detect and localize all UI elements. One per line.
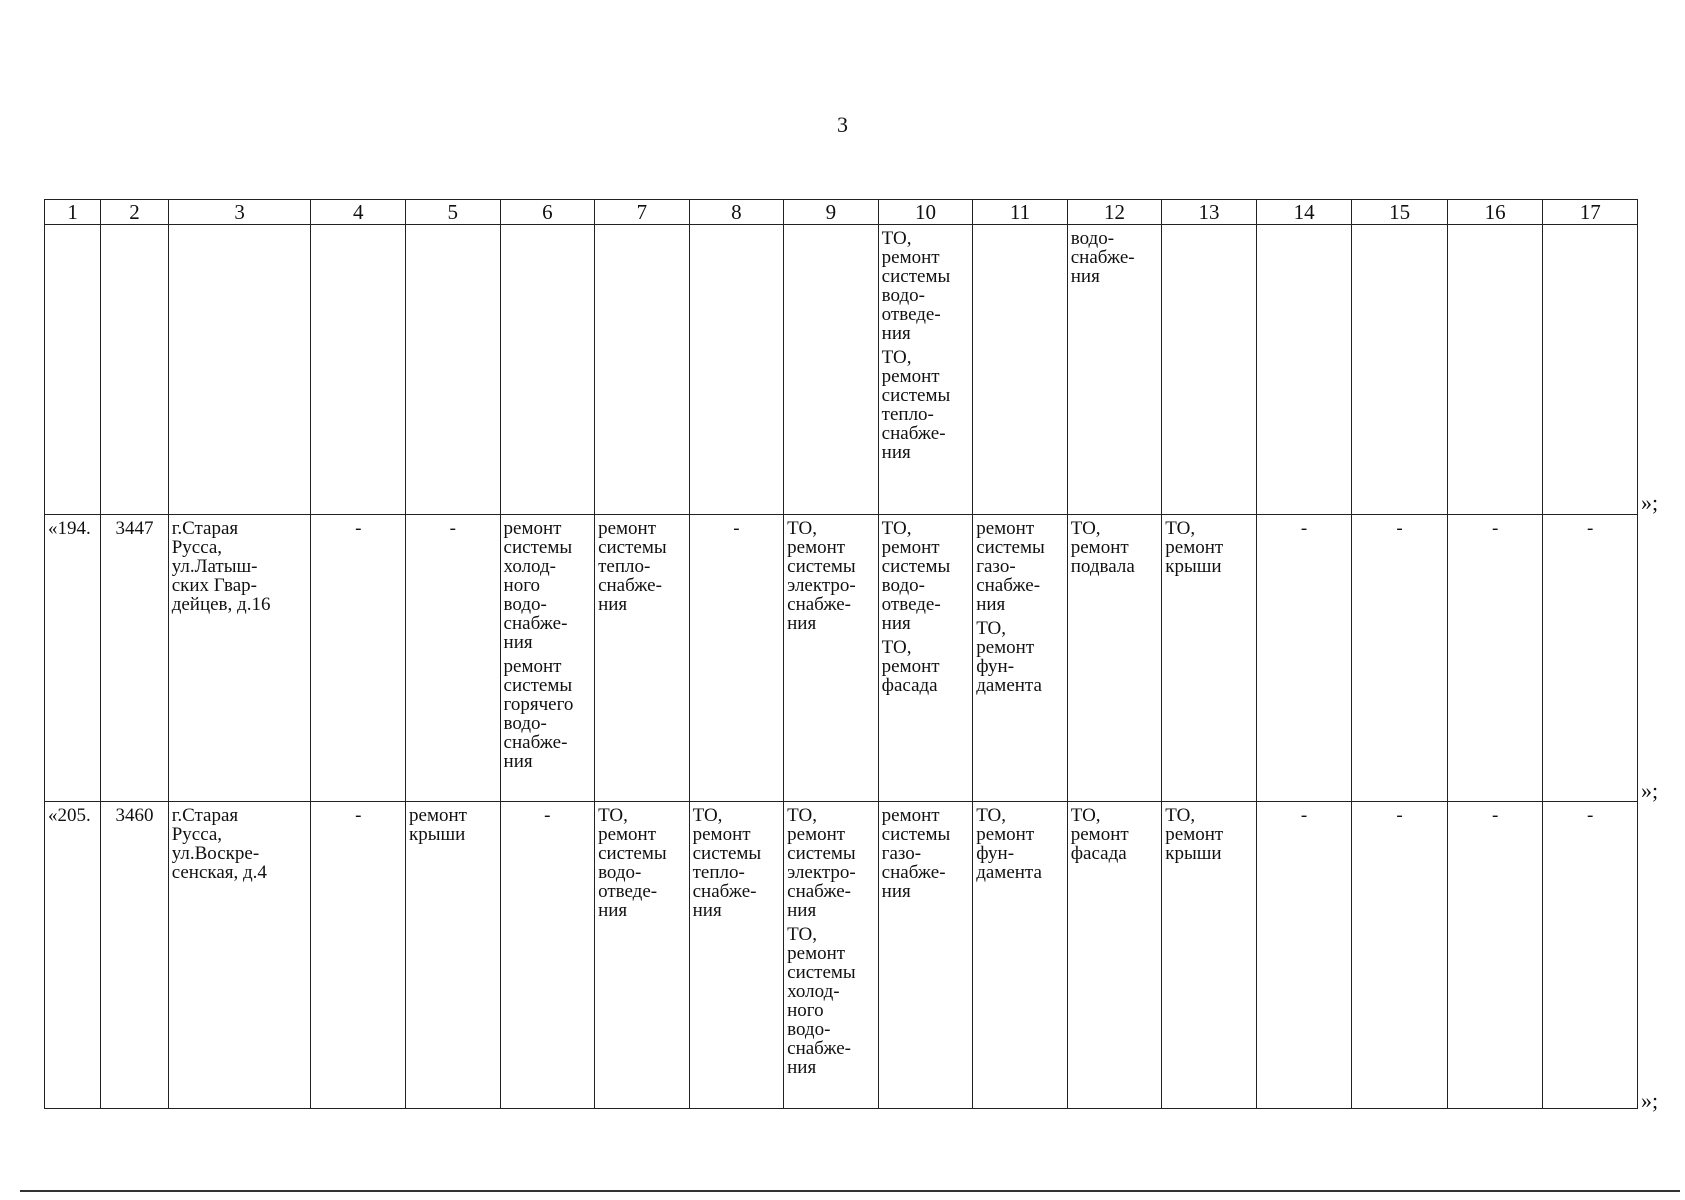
table-cell-col-15 bbox=[1352, 515, 1448, 802]
table-cell-col-5 bbox=[406, 515, 501, 802]
row-end-mark: »; bbox=[1641, 778, 1659, 803]
cell-text-block: ТО, ремонт крыши bbox=[1165, 805, 1224, 864]
table-cell-col-2 bbox=[101, 802, 168, 1109]
table-cell-col-13 bbox=[1162, 515, 1257, 802]
header-cell: 12 bbox=[1067, 200, 1162, 225]
cell-text-block: ТО, ремонт системы водо- отведе- ния bbox=[881, 518, 951, 634]
header-cell: 3 bbox=[168, 200, 311, 225]
header-row bbox=[45, 200, 1638, 225]
table-cell-col-14 bbox=[1256, 515, 1352, 802]
table-cell-col-11 bbox=[973, 802, 1068, 1109]
header-cell: 17 bbox=[1543, 200, 1638, 225]
table-cell-col-9 bbox=[784, 225, 879, 515]
header-cell: 9 bbox=[784, 200, 879, 225]
header-cell: 7 bbox=[595, 200, 690, 225]
table-cell-col-11 bbox=[973, 515, 1068, 802]
table-cell-col-2 bbox=[101, 515, 168, 802]
table-cell-col-10 bbox=[878, 802, 973, 1109]
table-cell-col-7 bbox=[595, 515, 690, 802]
row-end-mark: »; bbox=[1641, 490, 1659, 515]
cell-text: - bbox=[1491, 518, 1499, 539]
header-cell: 15 bbox=[1352, 200, 1448, 225]
table-cell-col-4 bbox=[311, 802, 406, 1109]
cell-text: - bbox=[355, 805, 362, 826]
table-cell-col-17 bbox=[1543, 225, 1638, 515]
cell-text-block: ремонт системы холод- ного водо- снабже- ния bbox=[503, 518, 573, 653]
cell-text: - bbox=[1300, 805, 1308, 826]
table-row bbox=[45, 225, 1638, 515]
header-cell: 13 bbox=[1162, 200, 1257, 225]
cell-text-block: ремонт системы тепло- снабже- ния bbox=[598, 518, 667, 615]
table-cell-col-16 bbox=[1447, 802, 1543, 1109]
table-cell-col-3 bbox=[168, 225, 311, 515]
table-cell-col-10 bbox=[878, 515, 973, 802]
header-cell: 11 bbox=[973, 200, 1068, 225]
table-cell-col-2 bbox=[101, 225, 168, 515]
cell-text-block: ТО, ремонт фасада bbox=[1070, 805, 1129, 864]
table-cell-col-9 bbox=[784, 802, 879, 1109]
cell-text-block: ремонт системы газо- снабже- ния bbox=[881, 805, 951, 902]
header-cell: 2 bbox=[101, 200, 168, 225]
table-cell-col-4 bbox=[311, 225, 406, 515]
table-cell-col-3 bbox=[168, 802, 311, 1109]
header-cell: 6 bbox=[500, 200, 595, 225]
table-cell-col-13 bbox=[1162, 802, 1257, 1109]
cell-text-block: ТО, ремонт фун- дамента bbox=[976, 618, 1042, 696]
cell-text-block: - bbox=[544, 805, 551, 826]
table-cell-col-1 bbox=[45, 515, 101, 802]
cell-text: ремонт крыши bbox=[409, 805, 467, 845]
cell-text: - bbox=[1587, 805, 1594, 826]
table-cell-col-3 bbox=[168, 515, 311, 802]
header-cell: 1 bbox=[45, 200, 101, 225]
table-cell-col-16 bbox=[1447, 225, 1543, 515]
cell-text: - bbox=[1396, 805, 1403, 826]
cell-text: - bbox=[449, 518, 456, 539]
cell-text: г.Старая Русса, ул.Воскре- сенская, д.4 bbox=[171, 805, 267, 883]
cell-text: - bbox=[1491, 805, 1499, 826]
table-cell-col-1 bbox=[45, 802, 101, 1109]
header-cell: 4 bbox=[311, 200, 406, 225]
table-cell-col-7 bbox=[595, 802, 690, 1109]
page-number: 3 bbox=[837, 112, 848, 137]
table-cell-col-11 bbox=[973, 225, 1068, 515]
table-cell-col-12 bbox=[1067, 225, 1162, 515]
cell-text: - bbox=[1396, 518, 1403, 539]
table-cell-col-4 bbox=[311, 515, 406, 802]
table-cell-col-6 bbox=[500, 515, 595, 802]
table-cell-col-6 bbox=[500, 225, 595, 515]
cell-text-block: ремонт системы газо- снабже- ния bbox=[976, 518, 1045, 615]
table-cell-col-15 bbox=[1352, 802, 1448, 1109]
table-cell-col-9 bbox=[784, 515, 879, 802]
header-cell: 8 bbox=[689, 200, 784, 225]
cell-text-block: ТО, ремонт системы электро- снабже- ния bbox=[787, 518, 856, 634]
cell-text: - bbox=[1587, 518, 1594, 539]
bottom-rule bbox=[20, 1190, 1680, 1192]
cell-text: «194. bbox=[48, 518, 91, 539]
cell-text-block: ТО, ремонт фасада bbox=[881, 637, 940, 696]
cell-text-block: ТО, ремонт системы холод- ного водо- снабже- ния bbox=[787, 924, 856, 1078]
cell-text: 3460 bbox=[115, 805, 154, 826]
repair-schedule-table bbox=[44, 199, 1638, 1109]
header-cell: 14 bbox=[1256, 200, 1352, 225]
cell-text: - bbox=[355, 518, 362, 539]
cell-text-block: ТО, ремонт фун- дамента bbox=[976, 805, 1042, 883]
cell-text: г.Старая Русса, ул.Латыш- ских Гвар- дейцев, д.16 bbox=[171, 518, 271, 615]
table-cell-col-14 bbox=[1256, 802, 1352, 1109]
table-cell-col-12 bbox=[1067, 802, 1162, 1109]
table-cell-col-5 bbox=[406, 225, 501, 515]
table-cell-col-17 bbox=[1543, 515, 1638, 802]
table-cell-col-13 bbox=[1162, 225, 1257, 515]
cell-text: - bbox=[1300, 518, 1308, 539]
cell-text-block: ТО, ремонт системы тепло- снабже- ния bbox=[692, 805, 762, 921]
cell-text-block: ТО, ремонт крыши bbox=[1165, 518, 1224, 577]
table-cell-col-5 bbox=[406, 802, 501, 1109]
table-cell-col-10 bbox=[878, 225, 973, 515]
cell-text-block: ТО, ремонт подвала bbox=[1070, 518, 1135, 577]
header-cell: 16 bbox=[1447, 200, 1543, 225]
cell-text-block: ремонт системы горячего водо- снабже- ния bbox=[503, 656, 574, 772]
table-cell-col-12 bbox=[1067, 515, 1162, 802]
cell-text: 3447 bbox=[115, 518, 154, 539]
cell-text-block: ТО, ремонт системы электро- снабже- ния bbox=[787, 805, 856, 921]
table-cell-col-15 bbox=[1352, 225, 1448, 515]
table-cell-col-8 bbox=[689, 515, 784, 802]
cell-text-block: ТО, ремонт системы водо- отведе- ния bbox=[598, 805, 667, 921]
table-cell-col-8 bbox=[689, 225, 784, 515]
header-cell: 5 bbox=[406, 200, 501, 225]
table-row bbox=[45, 802, 1638, 1109]
cell-text-block: водо- снабже- ния bbox=[1070, 228, 1135, 287]
table-cell-col-7 bbox=[595, 225, 690, 515]
table-cell-col-17 bbox=[1543, 802, 1638, 1109]
cell-text-block: ТО, ремонт системы водо- отведе- ния bbox=[881, 228, 951, 344]
table-cell-col-14 bbox=[1256, 225, 1352, 515]
cell-text-block: ТО, ремонт системы тепло- снабже- ния bbox=[881, 347, 951, 463]
cell-text: «205. bbox=[48, 805, 91, 826]
table-row bbox=[45, 515, 1638, 802]
row-end-mark: »; bbox=[1641, 1088, 1659, 1113]
table-cell-col-1 bbox=[45, 225, 101, 515]
table-cell-col-16 bbox=[1447, 515, 1543, 802]
table-cell-col-8 bbox=[689, 802, 784, 1109]
header-cell: 10 bbox=[878, 200, 973, 225]
cell-text-block: - bbox=[733, 518, 740, 539]
table-cell-col-6 bbox=[500, 802, 595, 1109]
